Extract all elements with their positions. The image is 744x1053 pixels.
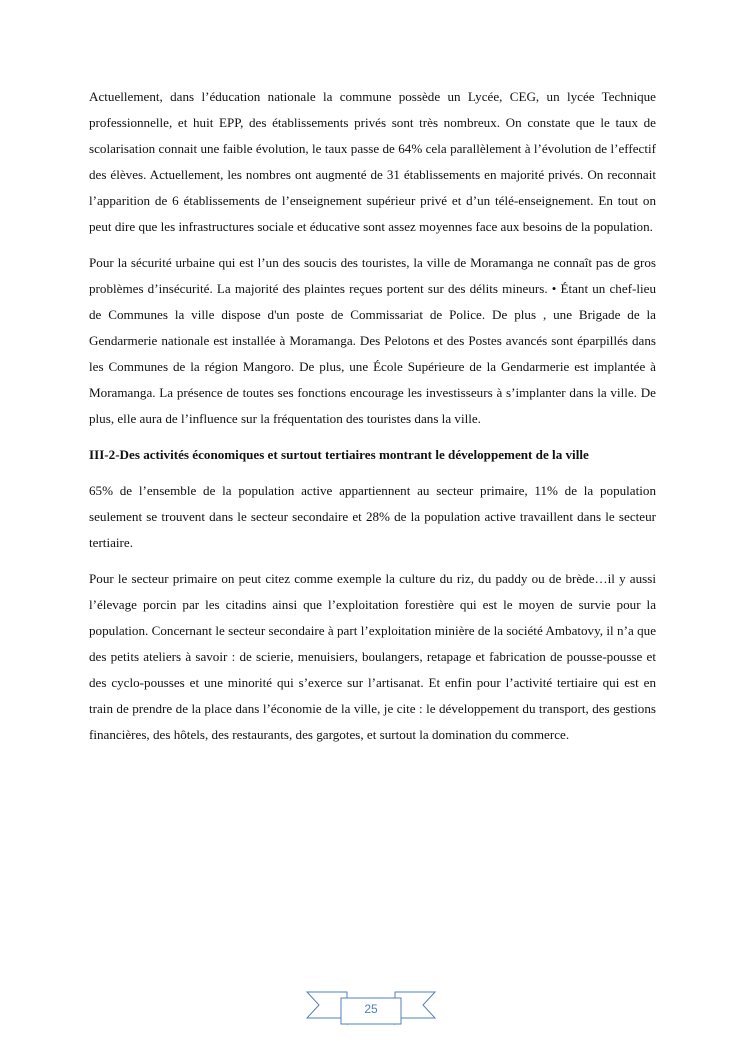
section-heading: III-2-Des activités économiques et surtout tertiaires montrant le développement de la ville: [89, 447, 589, 462]
paragraph-education: Actuellement, dans l’éducation nationale la commune possède un Lycée, CEG, un lycée Technique professionnelle, et huit EPP, des établissements privés sont très nombreux. On constate que le taux de scolarisation connait une faible évolution, le taux passe de 64% cela parallèlement à l’évolution de l’effectif des élèves. Actuellement, les nombres ont augmenté de 31 établissements en majorité privés. On reconnait l’apparition de 6 établissements de l’enseignement supérieur privé et d’un télé-enseignement. En tout on peut dire que les infrastructures sociale et éducative sont assez moyennes face aux besoins de la population.: [89, 89, 656, 234]
paragraph-security: Pour la sécurité urbaine qui est l’un des soucis des touristes, la ville de Moramanga ne connaît pas de gros problèmes d’insécurité. La majorité des plaintes reçues portent sur des délits mineurs. • Étant un chef-lieu de Communes la ville dispose d'un poste de Commissariat de Police. De plus , une Brigade de la Gendarmerie nationale est installée à Moramanga. Des Pelotons et des Postes avancés sont éparpillés dans les Communes de la région Mangoro. De plus, une École Supérieure de la Gendarmerie est implantée à Moramanga. La présence de toutes ses fonctions encourage les investisseurs à s’implanter dans la ville. De plus, elle aura de l’influence sur la fréquentation des touristes dans la ville.: [89, 255, 656, 426]
paragraph-activities: Pour le secteur primaire on peut citez comme exemple la culture du riz, du paddy ou de brède…il y aussi l’élevage porcin par les citadins ainsi que l’exploitation forestière qui est le moyen de survie pour la population. Concernant le secteur secondaire à part l’exploitation minière de la société Ambatovy, il n’a que des petits ateliers à savoir : de scierie, menuisiers, boulangers, retapage et fabrication de pousse-pousse et des cyclo-pousses et une minorité qui s’exerce sur l’artisanat. Et enfin pour l’activité tertiaire qui est en train de prendre de la place dans l’économie de la ville, je cite : le développement du transport, des gestions financières, des hôtels, des restaurants, des gargotes, et surtout la domination du commerce.: [89, 571, 656, 742]
paragraph-sectors: 65% de l’ensemble de la population active appartiennent au secteur primaire, 11% de la population seulement se trouvent dans le secteur secondaire et 28% de la population active travaillent dans le secteur tertiaire.: [89, 483, 656, 550]
page-number: 25: [364, 1002, 378, 1016]
page-body: [89, 84, 656, 758]
page-footer: [305, 988, 437, 1028]
